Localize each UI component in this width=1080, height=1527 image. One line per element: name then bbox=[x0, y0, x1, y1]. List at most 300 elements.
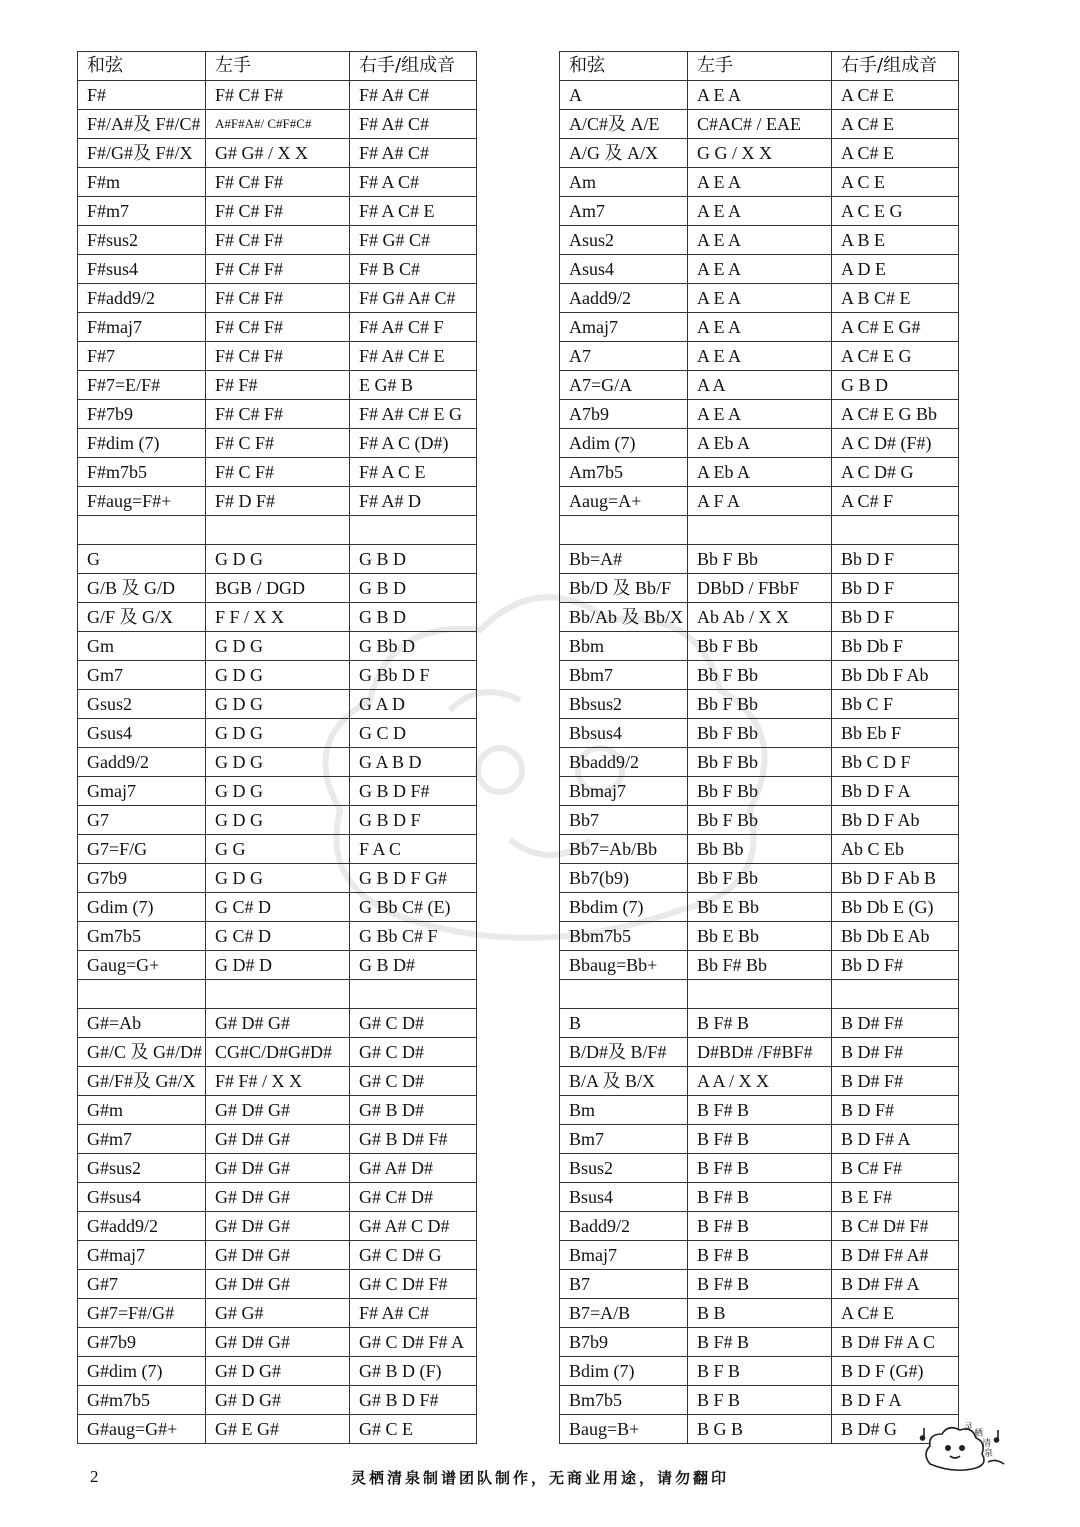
left-hand-cell: F# F# bbox=[206, 371, 350, 400]
chord-cell: F#dim (7) bbox=[78, 429, 206, 458]
right-hand-cell: G# C D# bbox=[350, 1009, 477, 1038]
table-row bbox=[78, 864, 477, 893]
table-row bbox=[78, 487, 477, 516]
left-hand-cell: A E A bbox=[688, 197, 832, 226]
chord-cell: Am7 bbox=[560, 197, 688, 226]
chord-cell: Gmaj7 bbox=[78, 777, 206, 806]
chord-cell: Bb7=Ab/Bb bbox=[560, 835, 688, 864]
left-hand-cell: CG#C/D#G#D# bbox=[206, 1038, 350, 1067]
table-row bbox=[78, 371, 477, 400]
left-hand-cell: G# G# / X X bbox=[206, 139, 350, 168]
right-hand-cell: G Bb C# (E) bbox=[350, 893, 477, 922]
table-row bbox=[560, 1357, 959, 1386]
chord-cell: G7 bbox=[78, 806, 206, 835]
right-hand-cell: A C E bbox=[832, 168, 959, 197]
left-hand-cell: B F B bbox=[688, 1357, 832, 1386]
left-hand-cell: B G B bbox=[688, 1415, 832, 1444]
chord-cell: G#m7 bbox=[78, 1125, 206, 1154]
right-hand-cell: F# A C (D#) bbox=[350, 429, 477, 458]
right-hand-cell: A C# E bbox=[832, 1299, 959, 1328]
left-hand-cell: F# C# F# bbox=[206, 81, 350, 110]
right-hand-cell: G# B D# bbox=[350, 1096, 477, 1125]
table-row bbox=[78, 1125, 477, 1154]
right-hand-cell bbox=[832, 980, 959, 1009]
right-hand-cell: Bb D F Ab B bbox=[832, 864, 959, 893]
table-row bbox=[560, 168, 959, 197]
chord-cell: G bbox=[78, 545, 206, 574]
chord-cell: G#/F#及 G#/X bbox=[78, 1067, 206, 1096]
right-hand-cell: A C# E G# bbox=[832, 313, 959, 342]
team-logo-icon bbox=[918, 1418, 1010, 1474]
chord-cell: B7 bbox=[560, 1270, 688, 1299]
table-row bbox=[560, 1067, 959, 1096]
left-hand-cell: F# C# F# bbox=[206, 255, 350, 284]
table-row bbox=[560, 371, 959, 400]
table-row bbox=[560, 574, 959, 603]
chord-cell: Aadd9/2 bbox=[560, 284, 688, 313]
table-row bbox=[560, 864, 959, 893]
left-hand-cell: G D G bbox=[206, 806, 350, 835]
chord-cell: Asus4 bbox=[560, 255, 688, 284]
right-hand-cell: F# A# C# bbox=[350, 110, 477, 139]
table-row bbox=[560, 777, 959, 806]
table-row bbox=[78, 110, 477, 139]
table-row bbox=[78, 168, 477, 197]
chord-cell: A/G 及 A/X bbox=[560, 139, 688, 168]
left-hand-cell: A E A bbox=[688, 81, 832, 110]
right-hand-cell: B D# F# bbox=[832, 1067, 959, 1096]
left-hand-cell: A Eb A bbox=[688, 429, 832, 458]
right-hand-cell: Bb Db E Ab bbox=[832, 922, 959, 951]
chord-cell: A7b9 bbox=[560, 400, 688, 429]
chord-cell: Gsus4 bbox=[78, 719, 206, 748]
chord-cell: Bb/Ab 及 Bb/X bbox=[560, 603, 688, 632]
chord-cell: G#dim (7) bbox=[78, 1357, 206, 1386]
right-hand-cell: F# B C# bbox=[350, 255, 477, 284]
table-row bbox=[78, 1154, 477, 1183]
right-hand-cell: Bb D F Ab bbox=[832, 806, 959, 835]
right-hand-cell: Bb C F bbox=[832, 690, 959, 719]
chord-cell: Baug=B+ bbox=[560, 1415, 688, 1444]
table-row bbox=[78, 284, 477, 313]
right-hand-cell: G B D F bbox=[350, 806, 477, 835]
header-left-hand: 左手 bbox=[688, 52, 832, 81]
right-hand-cell: A C# E bbox=[832, 110, 959, 139]
table-row bbox=[560, 835, 959, 864]
right-hand-cell: B C# F# bbox=[832, 1154, 959, 1183]
table-row bbox=[78, 400, 477, 429]
left-hand-cell bbox=[206, 980, 350, 1009]
chord-cell: Bbm7b5 bbox=[560, 922, 688, 951]
table-row bbox=[560, 603, 959, 632]
left-hand-cell: Bb Bb bbox=[688, 835, 832, 864]
left-hand-cell: G# D# G# bbox=[206, 1328, 350, 1357]
chord-cell: F#add9/2 bbox=[78, 284, 206, 313]
left-hand-cell: F# C F# bbox=[206, 458, 350, 487]
table-row bbox=[560, 545, 959, 574]
table-row bbox=[78, 951, 477, 980]
left-hand-cell: F# D F# bbox=[206, 487, 350, 516]
left-hand-cell: Bb F Bb bbox=[688, 719, 832, 748]
left-hand-cell: B F# B bbox=[688, 1096, 832, 1125]
left-hand-cell: Bb E Bb bbox=[688, 893, 832, 922]
right-hand-cell: A C# E bbox=[832, 139, 959, 168]
right-hand-cell: Bb D F# bbox=[832, 951, 959, 980]
table-row bbox=[78, 1415, 477, 1444]
chord-cell: Bmaj7 bbox=[560, 1241, 688, 1270]
chord-cell: F# bbox=[78, 81, 206, 110]
chord-cell: G#sus4 bbox=[78, 1183, 206, 1212]
chord-cell: F#/A#及 F#/C# bbox=[78, 110, 206, 139]
left-hand-cell: F# C# F# bbox=[206, 197, 350, 226]
table-row bbox=[78, 835, 477, 864]
chord-cell: F#m7b5 bbox=[78, 458, 206, 487]
chord-cell: G#7 bbox=[78, 1270, 206, 1299]
left-hand-cell: G# D# G# bbox=[206, 1125, 350, 1154]
chord-cell: G/B 及 G/D bbox=[78, 574, 206, 603]
right-hand-cell: G# B D F# bbox=[350, 1386, 477, 1415]
left-hand-cell: Bb F Bb bbox=[688, 545, 832, 574]
right-hand-cell: Bb D F A bbox=[832, 777, 959, 806]
table-row bbox=[78, 429, 477, 458]
right-hand-cell: F A C bbox=[350, 835, 477, 864]
table-row bbox=[78, 1067, 477, 1096]
right-hand-cell: G B D bbox=[350, 574, 477, 603]
left-hand-cell: G# D# G# bbox=[206, 1212, 350, 1241]
right-hand-cell: B D# F# bbox=[832, 1038, 959, 1067]
left-hand-cell: F# C# F# bbox=[206, 226, 350, 255]
left-hand-cell: B F# B bbox=[688, 1212, 832, 1241]
left-hand-cell: G G / X X bbox=[688, 139, 832, 168]
table-row bbox=[560, 487, 959, 516]
logo-char-3: 清 bbox=[982, 1439, 992, 1449]
table-row bbox=[560, 1386, 959, 1415]
table-row bbox=[78, 255, 477, 284]
right-hand-cell: B D F A bbox=[832, 1386, 959, 1415]
chord-cell: Bm7b5 bbox=[560, 1386, 688, 1415]
chord-cell: Bbadd9/2 bbox=[560, 748, 688, 777]
left-hand-cell: F# F# / X X bbox=[206, 1067, 350, 1096]
right-hand-cell: Ab C Eb bbox=[832, 835, 959, 864]
table-row bbox=[78, 1183, 477, 1212]
right-hand-cell: A C# E G Bb bbox=[832, 400, 959, 429]
table-row bbox=[560, 458, 959, 487]
table-row bbox=[78, 806, 477, 835]
right-hand-cell: F# G# A# C# bbox=[350, 284, 477, 313]
table-row bbox=[560, 400, 959, 429]
right-hand-cell: G# B D (F) bbox=[350, 1357, 477, 1386]
table-row bbox=[78, 1096, 477, 1125]
chord-cell: G#maj7 bbox=[78, 1241, 206, 1270]
chord-cell: Bsus4 bbox=[560, 1183, 688, 1212]
footer-notice: 灵栖清泉制谱团队制作，无商业用途，请勿翻印 bbox=[350, 1469, 729, 1487]
table-row bbox=[560, 1183, 959, 1212]
right-hand-cell: B D# F# bbox=[832, 1009, 959, 1038]
left-hand-cell: DBbD / FBbF bbox=[688, 574, 832, 603]
right-hand-cell: B E F# bbox=[832, 1183, 959, 1212]
chord-cell: Bb=A# bbox=[560, 545, 688, 574]
right-hand-cell: Bb Eb F bbox=[832, 719, 959, 748]
table-row bbox=[560, 226, 959, 255]
right-hand-cell bbox=[350, 516, 477, 545]
chord-cell: G#/C 及 G#/D# bbox=[78, 1038, 206, 1067]
right-hand-cell: F# A# C# bbox=[350, 1299, 477, 1328]
table-row bbox=[560, 1212, 959, 1241]
right-hand-cell: F# A C E bbox=[350, 458, 477, 487]
left-hand-cell: A#F#A#/ C#F#C# bbox=[206, 110, 350, 139]
table-row bbox=[560, 81, 959, 110]
chord-cell: G#7b9 bbox=[78, 1328, 206, 1357]
chord-cell: Bb7 bbox=[560, 806, 688, 835]
table-row bbox=[78, 516, 477, 545]
left-hand-cell: C#AC# / EAE bbox=[688, 110, 832, 139]
chord-cell: Badd9/2 bbox=[560, 1212, 688, 1241]
table-row bbox=[78, 719, 477, 748]
logo-char-1: 灵 bbox=[964, 1423, 974, 1433]
chord-cell: Gsus2 bbox=[78, 690, 206, 719]
chord-cell: Gm bbox=[78, 632, 206, 661]
left-hand-cell: A Eb A bbox=[688, 458, 832, 487]
right-hand-cell: B D# F# A# bbox=[832, 1241, 959, 1270]
table-row bbox=[560, 255, 959, 284]
right-hand-cell: Bb D F bbox=[832, 574, 959, 603]
left-hand-cell: B F B bbox=[688, 1386, 832, 1415]
left-hand-cell: G# D G# bbox=[206, 1357, 350, 1386]
chord-cell bbox=[560, 980, 688, 1009]
table-row bbox=[78, 1357, 477, 1386]
page-number: 2 bbox=[90, 1467, 99, 1486]
right-hand-cell: B D# F# A C bbox=[832, 1328, 959, 1357]
left-hand-cell: G D# D bbox=[206, 951, 350, 980]
table-row bbox=[560, 1241, 959, 1270]
chord-cell: B/A 及 B/X bbox=[560, 1067, 688, 1096]
left-hand-cell: B B bbox=[688, 1299, 832, 1328]
left-hand-cell: F# C F# bbox=[206, 429, 350, 458]
right-hand-cell: G# C E bbox=[350, 1415, 477, 1444]
table-row bbox=[560, 893, 959, 922]
chord-cell: F#m bbox=[78, 168, 206, 197]
right-hand-cell: Bb Db F bbox=[832, 632, 959, 661]
left-hand-cell: B F# B bbox=[688, 1270, 832, 1299]
right-hand-cell: A B E bbox=[832, 226, 959, 255]
left-hand-cell: A E A bbox=[688, 255, 832, 284]
table-row bbox=[78, 1299, 477, 1328]
table-row bbox=[78, 458, 477, 487]
right-hand-cell: B C# D# F# bbox=[832, 1212, 959, 1241]
right-hand-cell: A C E G bbox=[832, 197, 959, 226]
left-hand-cell: B F# B bbox=[688, 1241, 832, 1270]
table-row bbox=[560, 342, 959, 371]
table-row bbox=[560, 806, 959, 835]
table-row bbox=[78, 1328, 477, 1357]
table-header-row bbox=[78, 52, 477, 81]
table-row bbox=[560, 1328, 959, 1357]
chord-cell: B bbox=[560, 1009, 688, 1038]
right-hand-cell: F# A C# E bbox=[350, 197, 477, 226]
table-row bbox=[560, 139, 959, 168]
right-hand-cell: G# C D# F# A bbox=[350, 1328, 477, 1357]
left-hand-cell bbox=[688, 516, 832, 545]
table-row bbox=[560, 1038, 959, 1067]
right-hand-cell: A B C# E bbox=[832, 284, 959, 313]
right-hand-cell: F# A# C# bbox=[350, 139, 477, 168]
right-hand-cell: E G# B bbox=[350, 371, 477, 400]
table-row bbox=[78, 748, 477, 777]
table-row bbox=[560, 719, 959, 748]
chord-cell: Bbdim (7) bbox=[560, 893, 688, 922]
right-hand-cell: B D F# bbox=[832, 1096, 959, 1125]
chord-cell: Bbsus4 bbox=[560, 719, 688, 748]
right-hand-cell: G# C D# G bbox=[350, 1241, 477, 1270]
left-hand-cell: G# D G# bbox=[206, 1386, 350, 1415]
chord-cell bbox=[560, 516, 688, 545]
left-hand-cell: F# C# F# bbox=[206, 342, 350, 371]
left-hand-cell: Bb F# Bb bbox=[688, 951, 832, 980]
left-hand-cell: G D G bbox=[206, 864, 350, 893]
left-hand-cell: Bb F Bb bbox=[688, 777, 832, 806]
right-hand-cell: Bb D F bbox=[832, 603, 959, 632]
right-hand-cell: G A B D bbox=[350, 748, 477, 777]
table-row bbox=[560, 1299, 959, 1328]
table-row bbox=[560, 632, 959, 661]
header-right-hand: 右手/组成音 bbox=[350, 52, 477, 81]
right-hand-cell: B D# G bbox=[832, 1415, 959, 1444]
left-hand-cell: Bb F Bb bbox=[688, 632, 832, 661]
chord-cell: F#maj7 bbox=[78, 313, 206, 342]
left-hand-cell: G C# D bbox=[206, 922, 350, 951]
right-hand-cell: G B D bbox=[350, 603, 477, 632]
chord-cell: Am7b5 bbox=[560, 458, 688, 487]
chord-cell: G#7=F#/G# bbox=[78, 1299, 206, 1328]
chord-cell: F#m7 bbox=[78, 197, 206, 226]
left-hand-cell: G# E G# bbox=[206, 1415, 350, 1444]
left-hand-cell: G G bbox=[206, 835, 350, 864]
left-hand-cell: A A bbox=[688, 371, 832, 400]
right-hand-cell: G B D F G# bbox=[350, 864, 477, 893]
chord-cell: Bm7 bbox=[560, 1125, 688, 1154]
table-row bbox=[78, 661, 477, 690]
left-hand-cell: G# G# bbox=[206, 1299, 350, 1328]
table-row bbox=[78, 1386, 477, 1415]
left-hand-cell: G# D# G# bbox=[206, 1270, 350, 1299]
right-hand-cell: F# A# C# E G bbox=[350, 400, 477, 429]
chord-cell: Bdim (7) bbox=[560, 1357, 688, 1386]
chord-cell bbox=[78, 516, 206, 545]
chord-cell: Bbaug=Bb+ bbox=[560, 951, 688, 980]
right-hand-cell: G# C D# F# bbox=[350, 1270, 477, 1299]
left-hand-cell: Bb F Bb bbox=[688, 864, 832, 893]
table-row bbox=[78, 342, 477, 371]
chord-cell: Adim (7) bbox=[560, 429, 688, 458]
header-chord: 和弦 bbox=[560, 52, 688, 81]
table-row bbox=[78, 197, 477, 226]
chord-cell bbox=[78, 980, 206, 1009]
left-hand-cell: G C# D bbox=[206, 893, 350, 922]
left-hand-cell: Bb F Bb bbox=[688, 690, 832, 719]
table-row bbox=[78, 1270, 477, 1299]
table-row bbox=[560, 980, 959, 1009]
right-hand-cell: Bb Db E (G) bbox=[832, 893, 959, 922]
right-hand-cell: G B D bbox=[832, 371, 959, 400]
chord-cell: Bb/D 及 Bb/F bbox=[560, 574, 688, 603]
chord-cell: G#m7b5 bbox=[78, 1386, 206, 1415]
left-hand-cell: G# D# G# bbox=[206, 1009, 350, 1038]
table-row bbox=[78, 922, 477, 951]
right-hand-cell: Bb C D F bbox=[832, 748, 959, 777]
table-row bbox=[560, 690, 959, 719]
chord-cell: Bbsus2 bbox=[560, 690, 688, 719]
right-hand-cell: Bb Db F Ab bbox=[832, 661, 959, 690]
chord-table-left bbox=[77, 51, 477, 1444]
table-row bbox=[78, 1212, 477, 1241]
table-row bbox=[560, 110, 959, 139]
chord-cell: Gm7 bbox=[78, 661, 206, 690]
table-row bbox=[78, 313, 477, 342]
chord-cell: Bm bbox=[560, 1096, 688, 1125]
left-hand-cell: B F# B bbox=[688, 1328, 832, 1357]
left-hand-cell: G# D# G# bbox=[206, 1241, 350, 1270]
table-row bbox=[78, 690, 477, 719]
chord-cell: Gaug=G+ bbox=[78, 951, 206, 980]
right-hand-cell: A C D# G bbox=[832, 458, 959, 487]
right-hand-cell: B D F (G#) bbox=[832, 1357, 959, 1386]
left-hand-cell: B F# B bbox=[688, 1183, 832, 1212]
right-hand-cell bbox=[832, 516, 959, 545]
table-row bbox=[560, 661, 959, 690]
table-row bbox=[78, 1038, 477, 1067]
chord-cell: F#aug=F#+ bbox=[78, 487, 206, 516]
left-hand-cell bbox=[688, 980, 832, 1009]
chord-cell: A7=G/A bbox=[560, 371, 688, 400]
chord-cell: Bsus2 bbox=[560, 1154, 688, 1183]
header-left-hand: 左手 bbox=[206, 52, 350, 81]
left-hand-cell: D#BD# /F#BF# bbox=[688, 1038, 832, 1067]
right-hand-cell: G C D bbox=[350, 719, 477, 748]
right-hand-cell: G Bb D bbox=[350, 632, 477, 661]
table-row bbox=[78, 603, 477, 632]
right-hand-cell: G# C D# bbox=[350, 1067, 477, 1096]
right-hand-cell: A C# E G bbox=[832, 342, 959, 371]
chord-cell: A bbox=[560, 81, 688, 110]
chord-cell: Bb7(b9) bbox=[560, 864, 688, 893]
table-row bbox=[560, 1125, 959, 1154]
table-header-row bbox=[560, 52, 959, 81]
left-hand-cell: G D G bbox=[206, 748, 350, 777]
chord-cell: G#=Ab bbox=[78, 1009, 206, 1038]
table-row bbox=[560, 1415, 959, 1444]
left-hand-cell: G D G bbox=[206, 545, 350, 574]
chord-cell: G#aug=G#+ bbox=[78, 1415, 206, 1444]
chord-cell: Bbm7 bbox=[560, 661, 688, 690]
table-row bbox=[560, 516, 959, 545]
left-hand-cell: F# C# F# bbox=[206, 400, 350, 429]
right-hand-cell: F# A# D bbox=[350, 487, 477, 516]
left-hand-cell: Bb F Bb bbox=[688, 661, 832, 690]
chord-cell: A7 bbox=[560, 342, 688, 371]
chord-cell: G#add9/2 bbox=[78, 1212, 206, 1241]
right-hand-cell: A C# E bbox=[832, 81, 959, 110]
left-hand-cell: Bb E Bb bbox=[688, 922, 832, 951]
right-hand-cell: A C D# (F#) bbox=[832, 429, 959, 458]
left-hand-cell: B F# B bbox=[688, 1154, 832, 1183]
table-row bbox=[560, 748, 959, 777]
left-hand-cell: G D G bbox=[206, 632, 350, 661]
left-hand-cell: G D G bbox=[206, 690, 350, 719]
left-hand-cell: A F A bbox=[688, 487, 832, 516]
left-hand-cell bbox=[206, 516, 350, 545]
left-hand-cell: G# D# G# bbox=[206, 1154, 350, 1183]
table-row bbox=[560, 1009, 959, 1038]
